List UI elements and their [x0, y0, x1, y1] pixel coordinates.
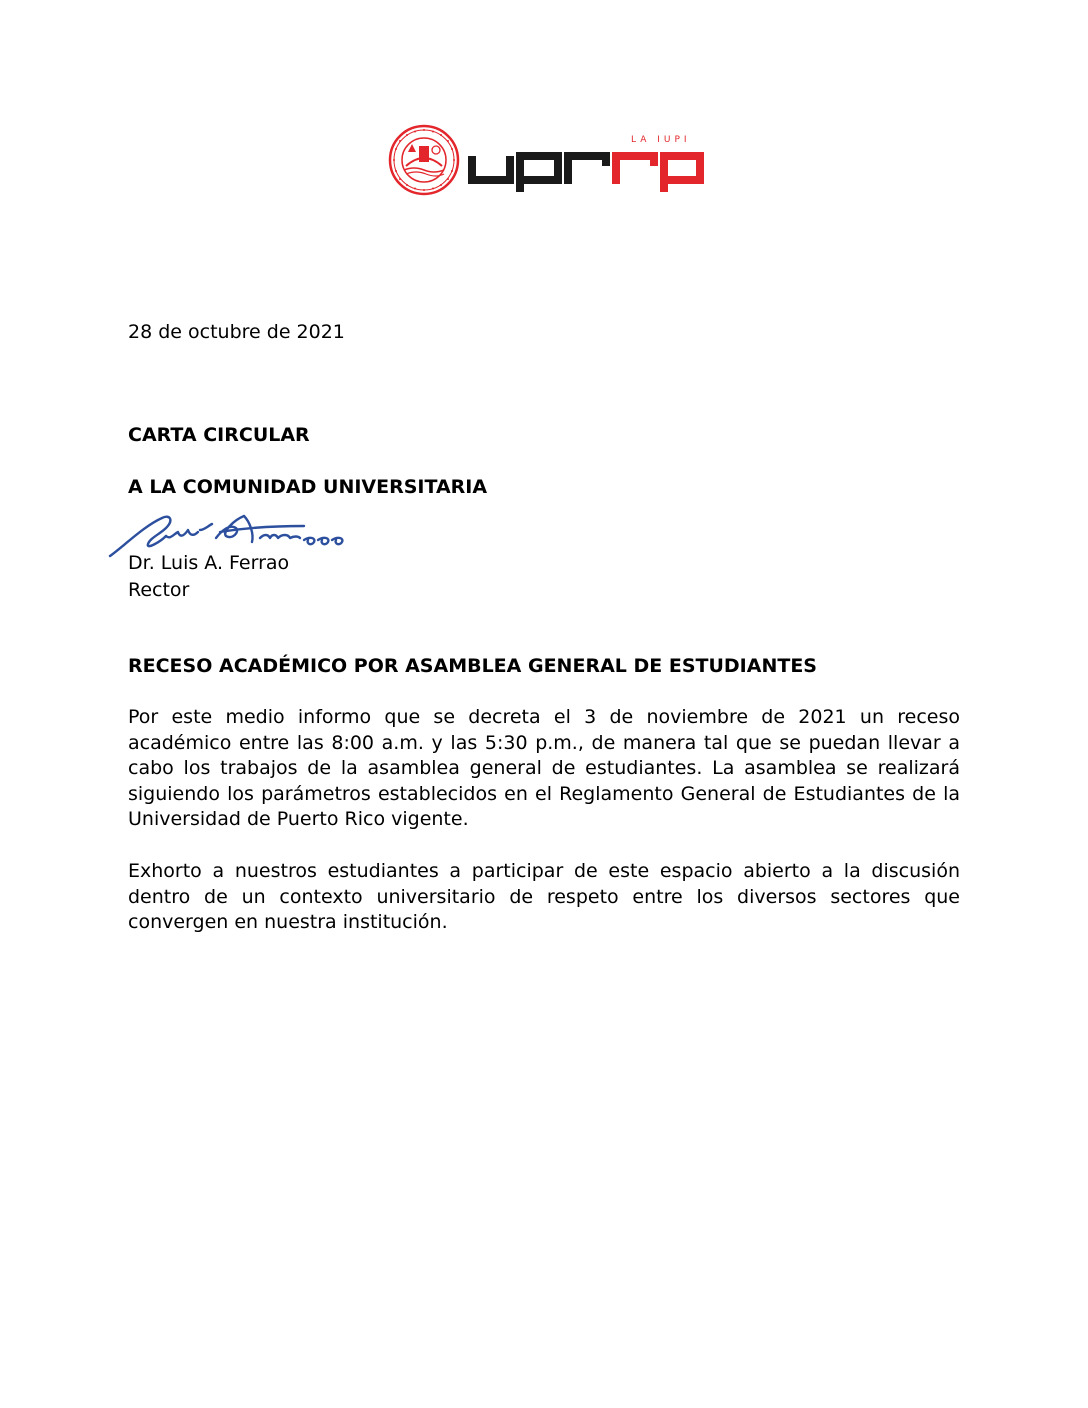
- letter-subject: RECESO ACADÉMICO POR ASAMBLEA GENERAL DE ESTUDIANTES: [128, 655, 817, 677]
- letter-recipient: A LA COMUNIDAD UNIVERSITARIA: [128, 476, 488, 498]
- sender-name: Dr. Luis A. Ferrao: [128, 552, 290, 574]
- sender-title: Rector: [128, 579, 190, 601]
- university-logo: [388, 124, 708, 196]
- letter-type: CARTA CIRCULAR: [128, 424, 310, 446]
- body-paragraph-2: Exhorto a nuestros estudiantes a participar de este espacio abierto a la discusión dentro de un contexto universitario de respeto entre los diversos sectores que convergen en nuestra institución.: [128, 860, 960, 934]
- letter-date: 28 de octubre de 2021: [128, 321, 345, 343]
- body-paragraph-1: Por este medio informo que se decreta el 3 de noviembre de 2021 un receso académico entre las 8:00 a.m. y las 5:30 p.m., de manera tal que se puedan llevar a cabo los trabajos de la asamblea general de estudiantes. La asamblea se realizará siguiendo los parámetros establecidos en el Reglamento General de Estudiantes de la Universidad de Puerto Rico vigente.: [128, 706, 960, 831]
- uprrp-wordmark: [466, 132, 706, 196]
- logo-tagline: LA IUPI: [631, 135, 691, 145]
- university-seal-icon: [388, 124, 460, 196]
